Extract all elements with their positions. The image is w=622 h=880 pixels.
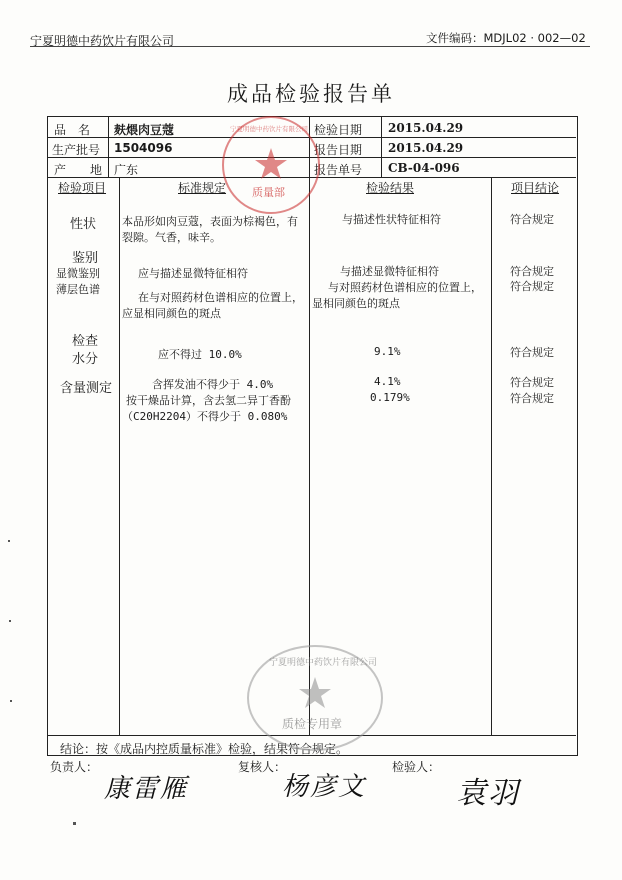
- traits-conclusion: 符合规定: [510, 213, 554, 226]
- scan-speck: [8, 540, 10, 542]
- inspection-date-label: 检验日期: [314, 123, 363, 137]
- assay-standard-line1: 含挥发油不得少于 4.0%: [152, 378, 274, 391]
- reviewer-signature: 杨彦文: [282, 772, 367, 802]
- reviewer-label: 复核人：: [238, 760, 287, 774]
- stamp1-ring-text: 宁夏明德中药饮片有限公司: [230, 125, 308, 133]
- traits-result: 与描述性状特征相符: [342, 213, 441, 226]
- origin-value: 广东: [114, 163, 139, 177]
- overall-conclusion: 结论：按《成品内控质量标准》检验，结果符合规定。: [60, 742, 349, 756]
- quality-department-stamp: [222, 116, 320, 214]
- check-item: 检查: [72, 334, 99, 349]
- column-header-standard: 标准规定: [178, 181, 227, 195]
- inspector-label: 检验人：: [392, 760, 441, 774]
- identification-result-line2: 与对照药材色谱相应的位置上，: [328, 281, 482, 294]
- inspector-signature: 袁羽: [456, 776, 520, 811]
- identification-sub-tlc: 薄层色谱: [56, 283, 100, 296]
- quality-inspection-stamp: [247, 645, 383, 751]
- identification-item: 鉴别: [72, 251, 99, 266]
- identification-standard-line1: 应与描述显微特征相符: [138, 267, 248, 280]
- inspection-date-value: 2015.04.29: [388, 121, 464, 135]
- identification-result-line3: 显相同颜色的斑点: [312, 297, 400, 310]
- product-name-value: 麸煨肉豆蔻: [114, 123, 175, 137]
- scan-speck: [10, 700, 12, 702]
- document-number: 文件编码：MDJL02 · 002—02: [426, 31, 586, 45]
- report-date-label: 报告日期: [314, 143, 363, 157]
- traits-standard-line2: 裂隙。气香，味辛。: [122, 231, 221, 244]
- identification-result-line1: 与描述显微特征相符: [340, 265, 439, 278]
- batch-number-label: 生产批号: [52, 143, 101, 157]
- scan-speck: [73, 822, 76, 825]
- assay-item: 含量测定: [60, 381, 113, 396]
- identification-conclusion-1: 符合规定: [510, 265, 554, 278]
- assay-result-2: 0.179%: [370, 391, 410, 404]
- identification-conclusion-2: 符合规定: [510, 280, 554, 293]
- water-item: 水分: [72, 352, 99, 367]
- assay-conclusion-2: 符合规定: [510, 392, 554, 405]
- origin-label: 产 地: [54, 163, 103, 177]
- assay-standard-line2: 按干燥品计算，含去氢二异丁香酚: [126, 394, 291, 407]
- column-header-conclusion: 项目结论: [511, 181, 560, 195]
- report-date-value: 2015.04.29: [388, 141, 464, 155]
- report-number-value: CB-04-096: [388, 161, 460, 175]
- identification-standard-line3: 应显相同颜色的斑点: [122, 307, 221, 320]
- water-result: 9.1%: [374, 345, 401, 358]
- batch-number-value: 1504096: [114, 141, 173, 155]
- column-header-result: 检验结果: [366, 181, 415, 195]
- identification-standard-line2: 在与对照药材色谱相应的位置上，: [138, 291, 303, 304]
- water-standard: 应不得过 10.0%: [158, 348, 242, 361]
- traits-standard-line1: 本品形如肉豆蔻，表面为棕褐色，有: [122, 215, 298, 228]
- responsible-label: 负责人：: [50, 760, 99, 774]
- stamp2-center-text: 质检专用章: [282, 717, 343, 731]
- assay-standard-line3: （C20H2204）不得少于 0.080%: [122, 410, 288, 423]
- responsible-signature: 康雷雁: [104, 774, 189, 804]
- column-header-item: 检验项目: [58, 181, 107, 195]
- assay-result-1: 4.1%: [374, 375, 401, 388]
- identification-sub-microscopic: 显微鉴别: [56, 267, 100, 280]
- report-title: 成品检验报告单: [227, 82, 395, 106]
- company-name: 宁夏明德中药饮片有限公司: [30, 34, 175, 48]
- traits-item: 性状: [70, 217, 97, 232]
- report-number-label: 报告单号: [314, 163, 363, 177]
- stamp2-ring-text: 宁夏明德中药饮片有限公司: [269, 658, 378, 668]
- assay-conclusion-1: 符合规定: [510, 376, 554, 389]
- stamp1-center-text: 质量部: [252, 186, 285, 199]
- header-divider: [30, 46, 590, 47]
- product-name-label: 品 名: [54, 123, 91, 137]
- water-conclusion: 符合规定: [510, 346, 554, 359]
- scan-speck: [9, 620, 11, 622]
